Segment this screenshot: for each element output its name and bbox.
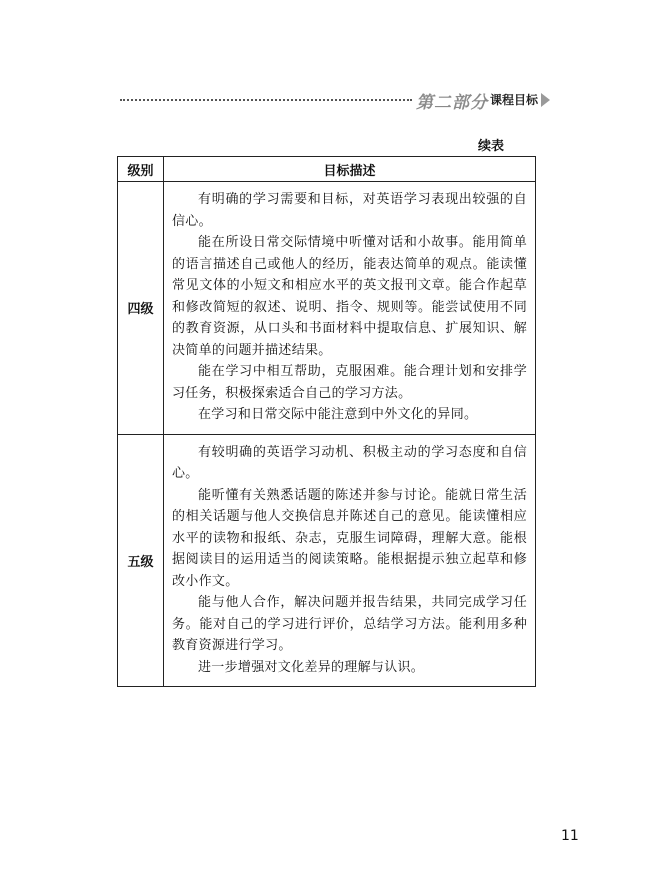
description-paragraph: 能在学习中相互帮助，克服困难。能合理计划和安排学习任务，积极探索适合自己的学习方法。 <box>172 364 527 401</box>
description-paragraph: 有明确的学习需要和目标，对英语学习表现出较强的自信心。 <box>172 192 527 229</box>
description-paragraph: 能听懂有关熟悉话题的陈述并参与讨论。能就日常生活的相关话题与他人交换信息并陈述自己的意见。能读懂相应水平的读物和报纸、杂志，克服生词障碍，理解大意。能根据阅读目的运用适当的阅读策略。能根据提示独立起草和修改小作文。 <box>172 487 527 589</box>
description-cell <box>164 182 536 435</box>
continued-label: 续表 <box>478 139 505 154</box>
part-title: 第二部分 <box>416 93 488 113</box>
level-cell: 五级 <box>118 434 164 687</box>
description-paragraph: 能与他人合作，解决问题并报告结果，共同完成学习任务。能对自己的学习进行评价，总结学习方法。能利用多种教育资源进行学习。 <box>172 595 527 653</box>
header-level: 级别 <box>118 157 164 182</box>
section-title: 课程目标 <box>490 93 539 107</box>
header-description: 目标描述 <box>164 157 536 182</box>
description-paragraph: 有较明确的英语学习动机、积极主动的学习态度和自信心。 <box>172 444 527 481</box>
description-paragraph: 进一步增强对文化差异的理解与认识。 <box>198 659 425 675</box>
description-cell <box>164 434 536 687</box>
goals-table <box>117 156 536 687</box>
table-row <box>118 434 536 687</box>
header-dotted-leader <box>120 99 412 101</box>
level-cell: 四级 <box>118 182 164 435</box>
page-number: 11 <box>561 828 579 844</box>
triangle-arrow-icon <box>541 93 550 107</box>
description-paragraph: 在学习和日常交际中能注意到中外文化的异同。 <box>198 407 478 422</box>
description-paragraph: 能在所设日常交际情境中听懂对话和小故事。能用简单的语言描述自己或他人的经历，能表达简单的观点。能读懂常见文体的小短文和相应水平的英文报刊文章。能合作起草和修改简短的叙述、说明、指令、规则等。能尝试使用不同的教育资源，从口头和书面材料中提取信息、扩展知识、解决简单的问题并描述结果。 <box>172 235 527 358</box>
table-header-row <box>118 157 536 182</box>
running-header <box>120 88 560 112</box>
table-row <box>118 182 536 435</box>
